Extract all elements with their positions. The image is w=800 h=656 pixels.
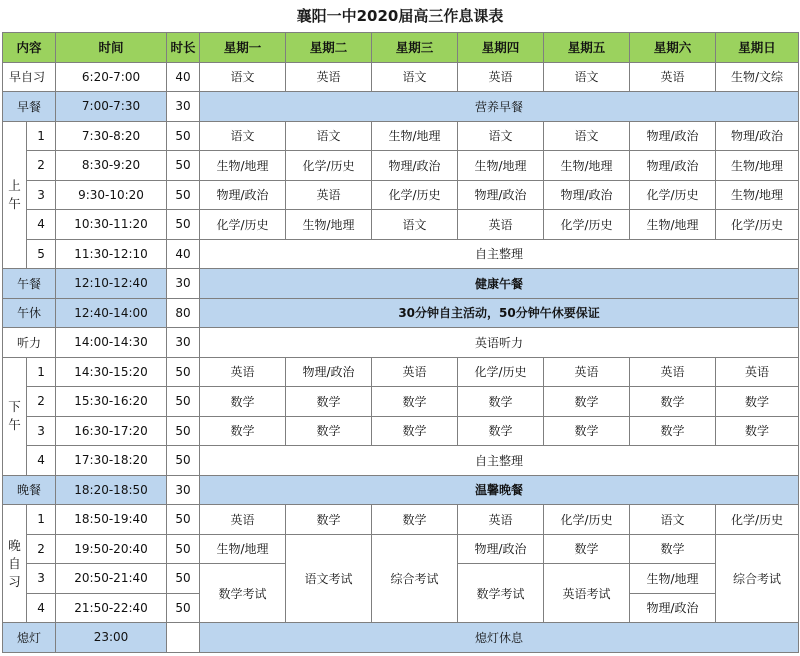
subject-cell: 化学/历史 [716, 210, 799, 240]
subject-cell: 英语 [200, 505, 286, 535]
time-cell: 18:20-18:50 [56, 475, 167, 505]
time-cell: 23:00 [56, 623, 167, 653]
time-cell: 8:30-9:20 [56, 151, 167, 181]
period-number: 2 [27, 387, 56, 417]
group-char: 晚 [8, 537, 21, 553]
subject-cell: 数学 [372, 387, 458, 417]
period-number: 1 [27, 121, 56, 151]
subject-cell: 数学 [286, 505, 372, 535]
subject-cell: 数学 [544, 534, 630, 564]
time-cell: 18:50-19:40 [56, 505, 167, 535]
subject-cell: 数学 [372, 416, 458, 446]
header-row [3, 33, 799, 63]
period-number: 3 [27, 564, 56, 594]
subject-cell: 数学 [286, 387, 372, 417]
duration-cell: 30 [167, 475, 200, 505]
meal-note: 温馨晚餐 [200, 475, 799, 505]
table-row [3, 505, 799, 535]
group-char: 午 [8, 417, 21, 432]
subject-cell: 语文 [372, 210, 458, 240]
header-sun: 星期日 [716, 33, 799, 63]
subject-cell: 语文 [458, 121, 544, 151]
subject-cell: 语文 [544, 121, 630, 151]
time-cell: 21:50-22:40 [56, 593, 167, 623]
group-char: 自 [8, 555, 21, 571]
duration-cell: 50 [167, 180, 200, 210]
time-cell: 7:00-7:30 [56, 92, 167, 122]
subject-cell: 英语 [630, 357, 716, 387]
subject-cell: 生物/文综 [716, 62, 799, 92]
duration-cell: 30 [167, 328, 200, 358]
subject-cell: 物理/政治 [458, 534, 544, 564]
subject-cell: 数学 [458, 416, 544, 446]
period-number: 4 [27, 446, 56, 476]
subject-cell: 数学 [716, 387, 799, 417]
subject-cell: 数学 [200, 416, 286, 446]
duration-cell: 50 [167, 151, 200, 181]
group-char: 上 [8, 177, 21, 193]
duration-cell: 40 [167, 239, 200, 269]
subject-cell: 生物/地理 [200, 534, 286, 564]
subject-cell: 英语 [458, 62, 544, 92]
table-row [3, 298, 799, 328]
period-number: 5 [27, 239, 56, 269]
time-cell: 10:30-11:20 [56, 210, 167, 240]
subject-cell: 语文 [372, 62, 458, 92]
duration-cell: 50 [167, 534, 200, 564]
header-content: 内容 [3, 33, 56, 63]
self-study-note: 自主整理 [200, 446, 799, 476]
subject-cell: 化学/历史 [286, 151, 372, 181]
subject-cell: 化学/历史 [544, 210, 630, 240]
subject-cell: 数学 [544, 387, 630, 417]
group-label-morning [3, 121, 27, 269]
subject-cell: 英语 [286, 180, 372, 210]
duration-cell: 30 [167, 92, 200, 122]
subject-cell: 物理/政治 [372, 151, 458, 181]
schedule-table [2, 32, 799, 653]
subject-cell: 英语 [200, 357, 286, 387]
duration-cell: 50 [167, 387, 200, 417]
table-row [3, 387, 799, 417]
time-cell: 12:10-12:40 [56, 269, 167, 299]
header-duration: 时长 [167, 33, 200, 63]
subject-cell: 英语 [716, 357, 799, 387]
time-cell: 14:30-15:20 [56, 357, 167, 387]
subject-cell: 数学 [630, 416, 716, 446]
subject-cell: 英语 [458, 210, 544, 240]
row-label: 熄灯 [3, 623, 56, 653]
time-cell: 11:30-12:10 [56, 239, 167, 269]
period-number: 2 [27, 151, 56, 181]
table-row [3, 92, 799, 122]
subject-cell: 数学 [544, 416, 630, 446]
subject-cell: 生物/地理 [544, 151, 630, 181]
subject-cell: 物理/政治 [630, 121, 716, 151]
lights-out-note: 熄灯休息 [200, 623, 799, 653]
duration-cell: 40 [167, 62, 200, 92]
subject-cell: 物理/政治 [630, 593, 716, 623]
subject-cell: 化学/历史 [544, 505, 630, 535]
period-number: 1 [27, 357, 56, 387]
period-number: 1 [27, 505, 56, 535]
subject-cell: 化学/历史 [630, 180, 716, 210]
header-fri: 星期五 [544, 33, 630, 63]
time-cell: 9:30-10:20 [56, 180, 167, 210]
subject-cell: 物理/政治 [200, 180, 286, 210]
meal-note: 营养早餐 [200, 92, 799, 122]
subject-cell: 数学 [630, 387, 716, 417]
subject-cell: 物理/政治 [286, 357, 372, 387]
subject-cell: 物理/政治 [458, 180, 544, 210]
time-cell: 16:30-17:20 [56, 416, 167, 446]
period-number: 4 [27, 210, 56, 240]
subject-cell: 语文 [544, 62, 630, 92]
rest-note: 30分钟自主活动，50分钟午休要保证 [200, 298, 799, 328]
table-row [3, 210, 799, 240]
table-row [3, 62, 799, 92]
subject-cell: 化学/历史 [200, 210, 286, 240]
time-cell: 14:00-14:30 [56, 328, 167, 358]
subject-cell: 化学/历史 [372, 180, 458, 210]
exam-cell: 数学考试 [200, 564, 286, 623]
time-cell: 15:30-16:20 [56, 387, 167, 417]
row-label: 午餐 [3, 269, 56, 299]
subject-cell: 英语 [630, 62, 716, 92]
header-thu: 星期四 [458, 33, 544, 63]
table-row [3, 151, 799, 181]
group-label-afternoon [3, 357, 27, 475]
subject-cell: 数学 [458, 387, 544, 417]
period-number: 3 [27, 180, 56, 210]
row-label: 午休 [3, 298, 56, 328]
subject-cell: 语文 [630, 505, 716, 535]
listening-note: 英语听力 [200, 328, 799, 358]
duration-cell: 50 [167, 357, 200, 387]
period-number: 4 [27, 593, 56, 623]
duration-cell: 50 [167, 446, 200, 476]
exam-cell: 数学考试 [458, 564, 544, 623]
subject-cell: 数学 [286, 416, 372, 446]
self-study-note: 自主整理 [200, 239, 799, 269]
subject-cell: 英语 [458, 505, 544, 535]
subject-cell: 生物/地理 [630, 564, 716, 594]
subject-cell: 语文 [200, 121, 286, 151]
group-char: 午 [8, 195, 21, 211]
table-row [3, 446, 799, 476]
group-char: 下 [8, 399, 21, 414]
exam-cell: 英语考试 [544, 564, 630, 623]
time-cell: 19:50-20:40 [56, 534, 167, 564]
subject-cell: 数学 [630, 534, 716, 564]
subject-cell: 生物/地理 [458, 151, 544, 181]
subject-cell: 英语 [286, 62, 372, 92]
duration-cell: 80 [167, 298, 200, 328]
subject-cell: 生物/地理 [716, 180, 799, 210]
table-row [3, 475, 799, 505]
header-mon: 星期一 [200, 33, 286, 63]
subject-cell: 数学 [200, 387, 286, 417]
subject-cell: 生物/地理 [286, 210, 372, 240]
duration-cell: 50 [167, 416, 200, 446]
duration-cell: 50 [167, 593, 200, 623]
subject-cell: 物理/政治 [630, 151, 716, 181]
duration-cell: 50 [167, 505, 200, 535]
subject-cell: 数学 [372, 505, 458, 535]
duration-cell: 50 [167, 564, 200, 594]
duration-cell: 30 [167, 269, 200, 299]
duration-cell [167, 623, 200, 653]
header-wed: 星期三 [372, 33, 458, 63]
time-cell: 12:40-14:00 [56, 298, 167, 328]
subject-cell: 英语 [544, 357, 630, 387]
period-number: 2 [27, 534, 56, 564]
subject-cell: 生物/地理 [372, 121, 458, 151]
subject-cell: 语文 [286, 121, 372, 151]
exam-cell: 语文考试 [286, 534, 372, 623]
subject-cell: 物理/政治 [716, 121, 799, 151]
exam-cell: 综合考试 [372, 534, 458, 623]
table-row [3, 121, 799, 151]
subject-cell: 生物/地理 [630, 210, 716, 240]
table-row [3, 623, 799, 653]
duration-cell: 50 [167, 121, 200, 151]
table-row [3, 180, 799, 210]
subject-cell: 语文 [200, 62, 286, 92]
subject-cell: 物理/政治 [544, 180, 630, 210]
group-label-evening [3, 505, 27, 623]
subject-cell: 英语 [372, 357, 458, 387]
exam-cell: 综合考试 [716, 534, 799, 623]
subject-cell: 生物/地理 [716, 151, 799, 181]
header-time: 时间 [56, 33, 167, 63]
row-label: 早餐 [3, 92, 56, 122]
time-cell: 6:20-7:00 [56, 62, 167, 92]
duration-cell: 50 [167, 210, 200, 240]
table-row [3, 269, 799, 299]
subject-cell: 化学/历史 [716, 505, 799, 535]
table-row [3, 357, 799, 387]
page-title: 襄阳一中2020届高三作息课表 [296, 7, 504, 25]
header-tue: 星期二 [286, 33, 372, 63]
table-row [3, 534, 799, 564]
row-label: 早自习 [3, 62, 56, 92]
time-cell: 7:30-8:20 [56, 121, 167, 151]
table-row [3, 416, 799, 446]
row-label: 听力 [3, 328, 56, 358]
subject-cell: 化学/历史 [458, 357, 544, 387]
subject-cell: 生物/地理 [200, 151, 286, 181]
time-cell: 20:50-21:40 [56, 564, 167, 594]
meal-note: 健康午餐 [200, 269, 799, 299]
period-number: 3 [27, 416, 56, 446]
row-label: 晚餐 [3, 475, 56, 505]
subject-cell: 数学 [716, 416, 799, 446]
time-cell: 17:30-18:20 [56, 446, 167, 476]
table-row [3, 328, 799, 358]
header-sat: 星期六 [630, 33, 716, 63]
table-row [3, 239, 799, 269]
group-char: 习 [8, 573, 21, 589]
